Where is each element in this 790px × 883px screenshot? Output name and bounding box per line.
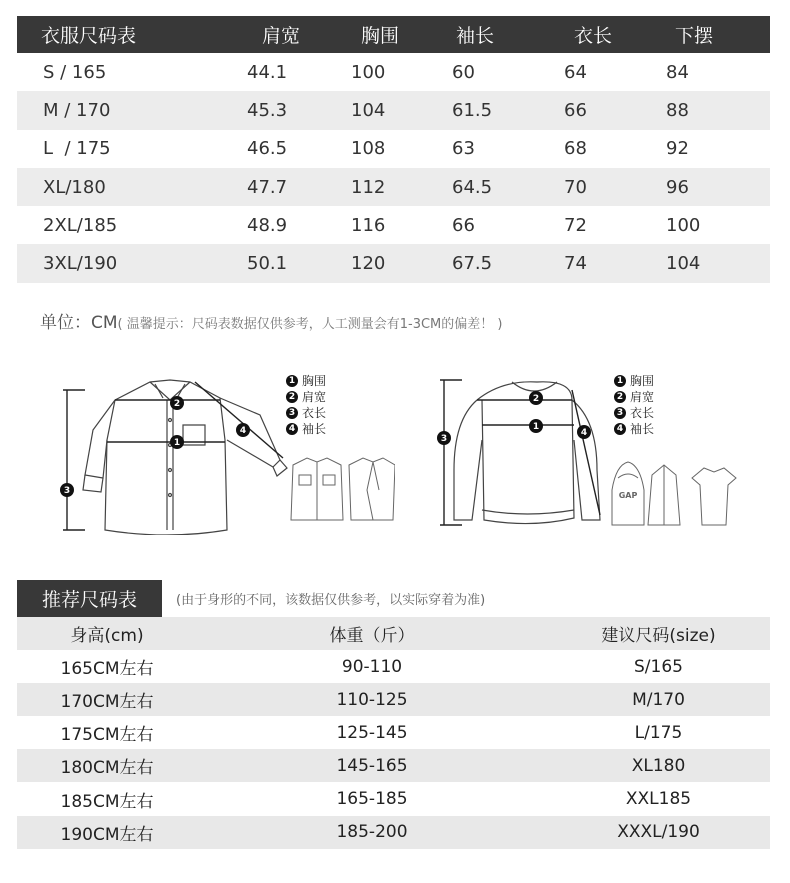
cell-hem: 104: [666, 253, 701, 275]
cell-shoulder: 48.9: [247, 214, 288, 236]
legend-item: [286, 373, 326, 389]
cell-height: 175CM左右: [60, 725, 154, 746]
header-chest: 胸围: [361, 25, 400, 47]
cell-weight: 145-165: [336, 755, 408, 776]
legend-label: 肩宽: [630, 390, 655, 404]
cell-weight: 110-125: [336, 689, 408, 710]
cell-height: 165CM左右: [60, 659, 154, 680]
cell-length: 66: [564, 99, 587, 121]
recommend-table: [17, 617, 770, 849]
svg-text:2: 2: [173, 399, 181, 409]
cell-sleeve: 64.5: [452, 176, 493, 198]
legend-label: 肩宽: [302, 390, 327, 404]
legend-item: [614, 421, 654, 437]
table-row: [17, 244, 770, 282]
cell-height: 180CM左右: [60, 758, 154, 779]
size-table-header: [17, 16, 770, 53]
legend-item: [286, 389, 326, 405]
legend-number: 2: [614, 391, 626, 403]
legend-item: [286, 405, 326, 421]
header-length: 衣长: [574, 25, 613, 47]
legend-number: 2: [286, 391, 298, 403]
cell-chest: 108: [351, 138, 386, 160]
cell-weight: 165-185: [336, 789, 408, 810]
svg-text:1: 1: [173, 438, 181, 448]
legend-label: 衣长: [630, 406, 655, 420]
legend-label: 衣长: [302, 406, 327, 420]
cell-shoulder: 45.3: [247, 99, 288, 121]
cell-length: 72: [564, 214, 587, 236]
cell-size: S / 165: [43, 61, 107, 83]
cell-size: XL180: [631, 755, 686, 776]
size-table: [17, 16, 770, 283]
cell-shoulder: 47.7: [247, 176, 288, 198]
legend-item: [286, 421, 326, 437]
cell-hem: 84: [666, 61, 689, 83]
table-row: [17, 53, 770, 91]
legend-number: 4: [614, 423, 626, 435]
cell-size: L / 175: [43, 138, 111, 160]
cell-length: 68: [564, 138, 587, 160]
cell-sleeve: 61.5: [452, 99, 493, 121]
table-row: [17, 782, 770, 815]
header-hem: 下摆: [675, 25, 714, 47]
legend-item: [614, 389, 654, 405]
left-legend: [286, 373, 326, 437]
cell-size: M/170: [632, 689, 685, 710]
cell-length: 64: [564, 61, 587, 83]
cell-size: XXL185: [625, 789, 692, 810]
table-row: [17, 716, 770, 749]
legend-label: 胸围: [630, 374, 655, 388]
cell-chest: 116: [351, 214, 386, 236]
table-row: [17, 749, 770, 782]
cell-size: XXXL/190: [617, 822, 700, 843]
legend-item: [614, 373, 654, 389]
table-row: [17, 130, 770, 168]
cell-sleeve: 63: [452, 138, 475, 160]
cell-chest: 100: [351, 61, 386, 83]
header-shoulder: 肩宽: [262, 25, 301, 47]
cell-height: 190CM左右: [60, 824, 154, 845]
legend-label: 袖长: [630, 422, 655, 436]
cell-shoulder: 44.1: [247, 61, 288, 83]
table-row: [17, 816, 770, 849]
cell-size: XL/180: [43, 176, 106, 198]
recommend-header: [17, 617, 770, 650]
cell-chest: 104: [351, 99, 386, 121]
cell-hem: 92: [666, 138, 689, 160]
cell-shoulder: 46.5: [247, 138, 288, 160]
cell-size: 3XL/190: [43, 253, 118, 275]
recommend-note: (由于身形的不同，该数据仅供参考，以实际穿着为准): [176, 593, 486, 608]
table-row: [17, 206, 770, 244]
legend-number: 1: [614, 375, 626, 387]
svg-text:2: 2: [532, 394, 540, 404]
header-height: 身高(cm): [70, 626, 144, 647]
unit-note: [40, 308, 502, 333]
cell-sleeve: 60: [452, 61, 475, 83]
right-legend: [614, 373, 654, 437]
svg-text:4: 4: [239, 426, 247, 436]
shirt-measure-diagram: [55, 370, 395, 535]
table-row: [17, 650, 770, 683]
table-row: [17, 168, 770, 206]
svg-text:3: 3: [440, 434, 448, 444]
cell-length: 74: [564, 253, 587, 275]
legend-label: 袖长: [302, 422, 327, 436]
cell-hem: 96: [666, 176, 689, 198]
cell-height: 185CM左右: [60, 791, 154, 812]
header-sleeve: 袖长: [456, 25, 495, 47]
legend-number: 4: [286, 423, 298, 435]
unit-label: 单位：CM: [40, 313, 118, 333]
cell-size: S/165: [634, 656, 683, 677]
sweater-measure-diagram: [432, 370, 762, 535]
cell-weight: 90-110: [341, 656, 403, 677]
table-row: [17, 683, 770, 716]
header-suggested-size: 建议尺码(size): [601, 626, 716, 647]
unit-disclaimer: ( 温馨提示：尺码表数据仅供参考，人工测量会有1-3CM的偏差！ ): [117, 317, 503, 332]
cell-size: 2XL/185: [43, 214, 118, 236]
cell-hem: 88: [666, 99, 689, 121]
recommend-title: 推荐尺码表: [17, 580, 162, 617]
cell-chest: 112: [351, 176, 386, 198]
cell-shoulder: 50.1: [247, 253, 288, 275]
svg-text:3: 3: [63, 486, 71, 496]
hoodie-print: GAP: [618, 491, 638, 500]
cell-sleeve: 67.5: [452, 253, 493, 275]
legend-number: 3: [286, 407, 298, 419]
legend-item: [614, 405, 654, 421]
cell-weight: 125-145: [336, 722, 408, 743]
legend-number: 3: [614, 407, 626, 419]
cell-hem: 100: [666, 214, 701, 236]
cell-size: M / 170: [43, 99, 111, 121]
table-row: [17, 91, 770, 129]
svg-text:4: 4: [580, 428, 588, 438]
cell-height: 170CM左右: [60, 692, 154, 713]
legend-label: 胸围: [302, 374, 327, 388]
legend-number: 1: [286, 375, 298, 387]
header-size-chart: 衣服尺码表: [41, 25, 137, 47]
cell-sleeve: 66: [452, 214, 475, 236]
svg-text:1: 1: [532, 422, 540, 432]
cell-size: L/175: [634, 722, 683, 743]
cell-chest: 120: [351, 253, 386, 275]
header-weight: 体重（斤）: [329, 626, 415, 647]
cell-weight: 185-200: [336, 822, 408, 843]
cell-length: 70: [564, 176, 587, 198]
